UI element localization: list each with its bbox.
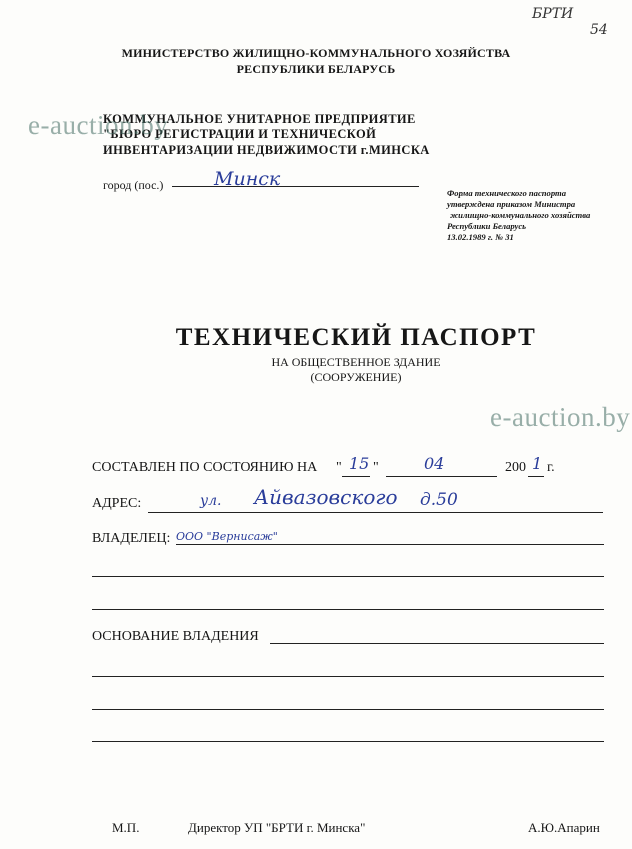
city-underline — [172, 186, 419, 187]
owner-line-2 — [92, 576, 604, 577]
watermark-top: e-auction.by — [28, 110, 169, 140]
corner-page-note: 54 — [590, 22, 608, 38]
ministry-line-2: РЕСПУБЛИКИ БЕЛАРУСЬ — [236, 62, 396, 76]
compiled-day: 15 — [349, 454, 370, 473]
compiled-year-suffix: г. — [547, 460, 555, 475]
address-house: д.50 — [420, 490, 458, 510]
stamp-place: М.П. — [112, 820, 140, 835]
compiled-quote-close: " — [373, 460, 379, 475]
document-subtitle-2: (СООРУЖЕНИЕ) — [310, 370, 402, 384]
address-underline — [148, 512, 603, 513]
director-name: А.Ю.Апарин — [528, 820, 600, 835]
compiled-label: СОСТАВЛЕН ПО СОСТОЯНИЮ НА — [92, 460, 318, 475]
owner-value: ООО "Вернисаж" — [176, 530, 278, 543]
form-note-line-4: Республики Беларусь — [447, 221, 527, 231]
form-note-line-3: жилищно-коммунального хозяйства — [450, 210, 591, 220]
corner-code-note: БРТИ — [532, 6, 574, 22]
compiled-month: 04 — [424, 454, 445, 473]
city-label: город (пос.) — [103, 178, 164, 192]
basis-line-4 — [92, 741, 604, 742]
basis-line-3 — [92, 709, 604, 710]
compiled-month-underline — [386, 476, 497, 477]
ministry-line-1: МИНИСТЕРСТВО ЖИЛИЩНО-КОММУНАЛЬНОГО ХОЗЯЙСТВА — [121, 46, 511, 60]
form-note-line-2: утверждена приказом Министра — [447, 199, 576, 209]
watermark-right: e-auction.by — [490, 402, 631, 432]
compiled-day-underline — [342, 476, 370, 477]
address-street-prefix: ул. — [200, 493, 222, 509]
document-subtitle: НА ОБЩЕСТВЕННОЕ ЗДАНИЕ — [271, 355, 441, 369]
compiled-year-digit: 1 — [532, 454, 543, 473]
form-note-line-5: 13.02.1989 г. № 31 — [447, 232, 514, 242]
owner-label: ВЛАДЕЛЕЦ: — [92, 531, 171, 546]
organization-line-3: ИНВЕНТАРИЗАЦИИ НЕДВИЖИМОСТИ г.МИНСКА — [103, 143, 430, 157]
city-value: Минск — [214, 168, 281, 190]
organization-line-1: КОММУНАЛЬНОЕ УНИТАРНОЕ ПРЕДПРИЯТИЕ — [103, 112, 416, 126]
owner-underline — [176, 544, 604, 545]
basis-line-2 — [92, 676, 604, 677]
compiled-quote-open: " — [336, 460, 342, 475]
address-street: Айвазовского — [254, 485, 398, 509]
form-note — [447, 188, 590, 243]
compiled-year-prefix: 200 — [505, 460, 526, 475]
form-note-line-1: Форма технического паспорта — [447, 188, 567, 198]
director-title: Директор УП "БРТИ г. Минска" — [188, 820, 366, 835]
owner-line-3 — [92, 609, 604, 610]
address-label: АДРЕС: — [92, 496, 142, 511]
basis-underline — [270, 643, 604, 644]
compiled-year-underline — [528, 476, 544, 477]
document-title: ТЕХНИЧЕСКИЙ ПАСПОРТ — [175, 324, 537, 351]
basis-label: ОСНОВАНИЕ ВЛАДЕНИЯ — [92, 629, 259, 644]
organization-line-2: "БЮРО РЕГИСТРАЦИИ И ТЕХНИЧЕСКОЙ — [103, 127, 377, 141]
